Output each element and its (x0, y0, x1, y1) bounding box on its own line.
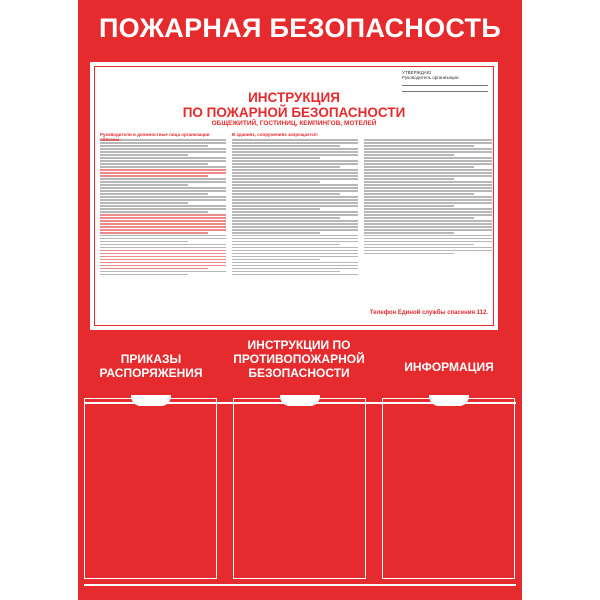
column2-heading: В зданиях, сооружениях запрещается: (232, 132, 319, 137)
emergency-phone-note: Телефон Единой службы спасения 112. (369, 310, 488, 316)
poster-title-line1: ИНСТРУКЦИЯ (248, 90, 340, 105)
poster-subtitle: ОБЩЕЖИТИЙ, ГОСТИНИЦ, КЕМПИНГОВ, МОТЕЛЕЙ (211, 120, 377, 127)
signature-line (402, 81, 488, 86)
approval-block (402, 70, 488, 92)
section-orders-label: ПРИКАЗЫ РАСПОРЯЖЕНИЯ (99, 352, 203, 380)
approval-label: УТВЕРЖДАЮ (402, 70, 432, 75)
poster-title (90, 90, 498, 120)
text-column-2 (232, 132, 358, 322)
pocket-tab (429, 395, 469, 406)
fire-safety-board (78, 0, 522, 600)
document-pocket-instructions[interactable] (233, 398, 366, 579)
pocket-tab (280, 395, 320, 406)
text-column-1 (100, 132, 226, 322)
poster-title-line2: ПО ПОЖАРНОЙ БЕЗОПАСНОСТИ (182, 105, 406, 120)
column1-heading: Руководители и должностные лица организации обязаны: (100, 132, 210, 142)
approval-role: Руководитель организации (402, 75, 459, 80)
pocket-tab (131, 395, 171, 406)
text-column-3 (364, 132, 492, 322)
instruction-text-columns (100, 132, 488, 322)
section-instructions-label: ИНСТРУКЦИИ ПО ПРОТИВОПОЖАРНОЙ БЕЗОПАСНОСТИ (233, 338, 365, 380)
instruction-poster (88, 60, 500, 332)
section-information-label: ИНФОРМАЦИЯ (404, 360, 494, 374)
document-pocket-information[interactable] (382, 398, 515, 579)
document-pocket-orders[interactable] (84, 398, 217, 579)
bottom-divider (84, 584, 516, 586)
board-title: ПОЖАРНАЯ БЕЗОПАСНОСТЬ (98, 13, 502, 43)
